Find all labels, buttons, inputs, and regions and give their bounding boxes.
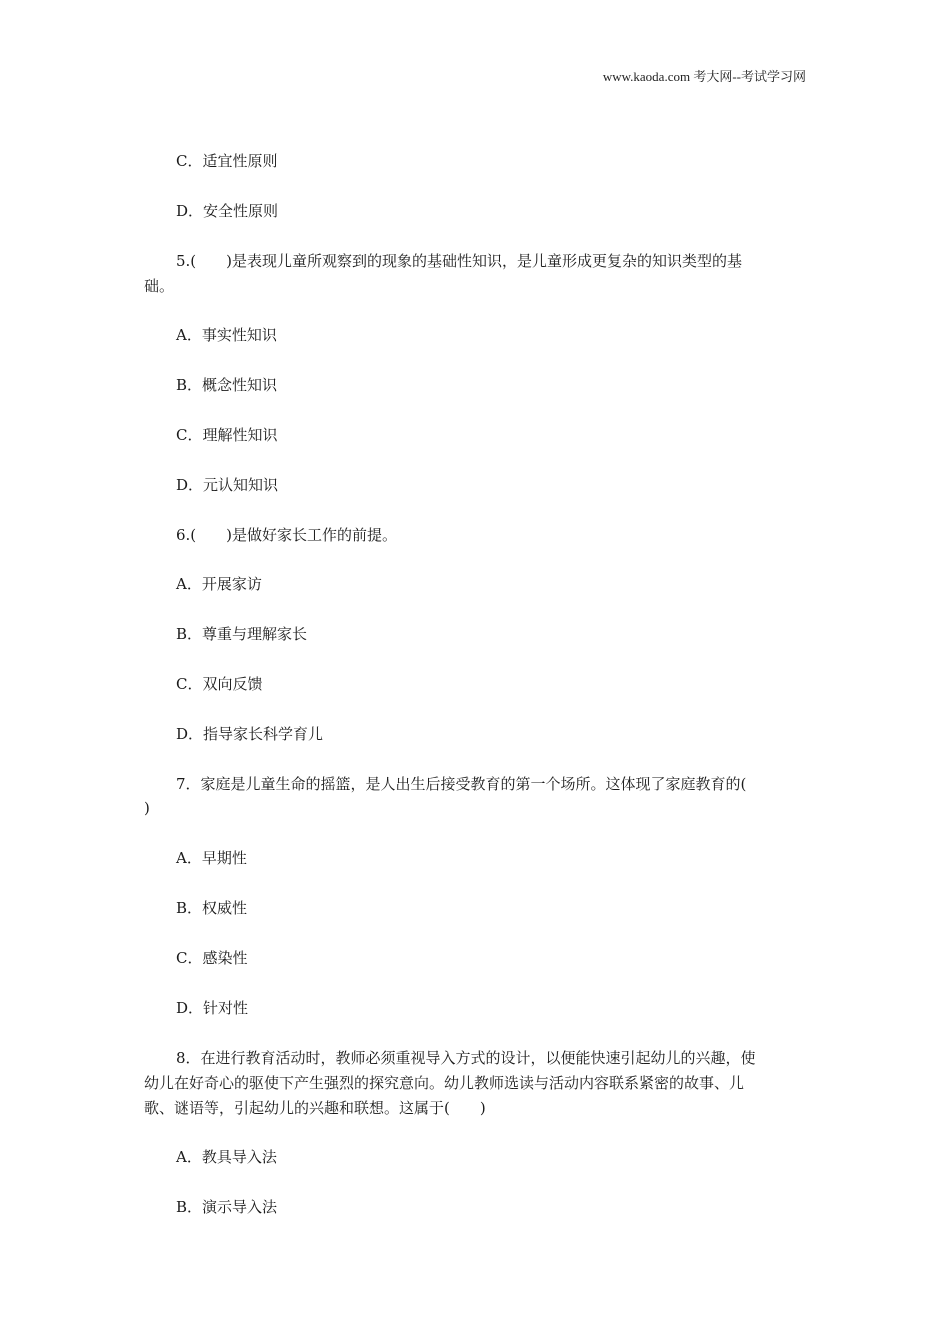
option-7c: C．感染性	[176, 949, 248, 967]
question-5-line-1: 5.( )是表现儿童所观察到的现象的基础性知识，是儿童形成更复杂的知识类型的基	[176, 252, 743, 270]
option-8b: B．演示导入法	[176, 1198, 278, 1216]
option-6a: A．开展家访	[176, 575, 262, 593]
option-4c: C．适宜性原则	[176, 152, 278, 170]
question-8-line-1: 8．在进行教育活动时，教师必须重视导入方式的设计，以便能快速引起幼儿的兴趣，使	[176, 1049, 756, 1067]
option-7b: B．权威性	[176, 899, 248, 917]
option-5c: C．理解性知识	[176, 426, 278, 444]
option-8a: A．教具导入法	[176, 1148, 277, 1166]
question-6-line-1: 6.( )是做好家长工作的前提。	[176, 526, 398, 544]
option-7a: A．早期性	[176, 849, 247, 867]
question-7-line-1: 7．家庭是儿童生命的摇篮，是人出生后接受教育的第一个场所。这体现了家庭教育的(	[176, 775, 747, 793]
question-5-line-2: 础。	[144, 277, 175, 295]
option-6c: C．双向反馈	[176, 675, 263, 693]
question-8-line-2: 幼儿在好奇心的驱使下产生强烈的探究意向。幼儿教师选读与活动内容联系紧密的故事、儿	[144, 1074, 745, 1092]
option-7d: D．针对性	[176, 999, 249, 1017]
option-5d: D．元认知知识	[176, 476, 279, 494]
site-header: www.kaoda.com 考大网--考试学习网	[602, 69, 806, 84]
option-5b: B．概念性知识	[176, 376, 278, 394]
option-4d: D．安全性原则	[176, 202, 279, 220]
question-7-line-2: )	[144, 799, 150, 817]
question-8-line-3: 歌、谜语等，引起幼儿的兴趣和联想。这属于( )	[144, 1099, 486, 1117]
option-5a: A．事实性知识	[176, 326, 277, 344]
option-6d: D．指导家长科学育儿	[176, 725, 324, 743]
option-6b: B．尊重与理解家长	[176, 625, 308, 643]
